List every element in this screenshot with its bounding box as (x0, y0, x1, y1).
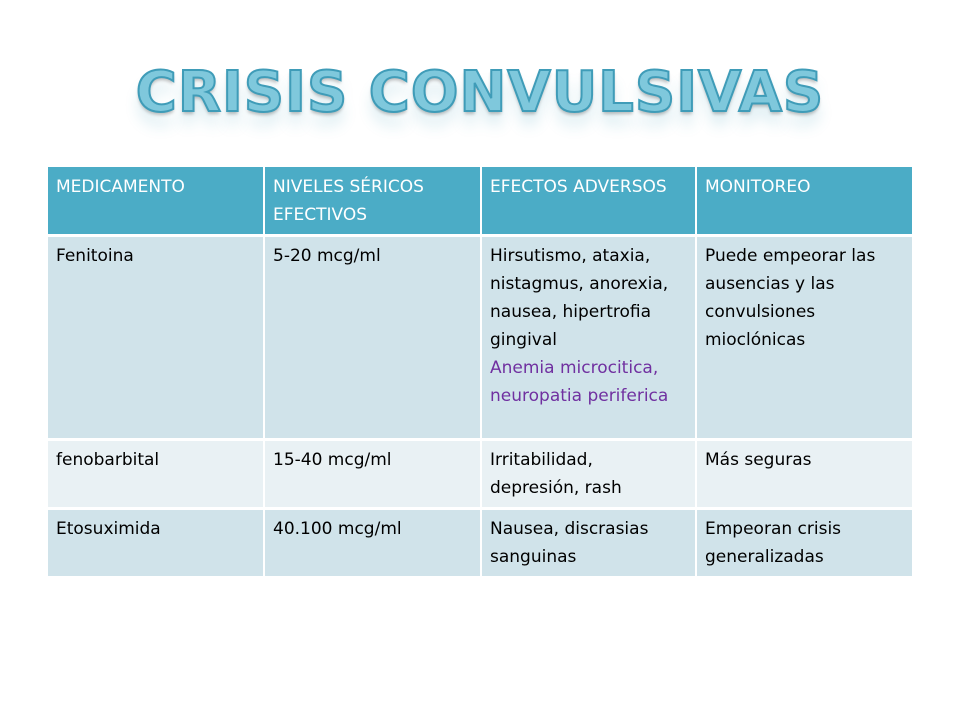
header-efectos: EFECTOS ADVERSOS (481, 167, 696, 236)
header-medicamento: MEDICAMENTO (48, 167, 264, 236)
cell-efectos: Nausea, discrasias sanguinas (481, 509, 696, 578)
cell-niveles: 40.100 mcg/ml (264, 509, 481, 578)
cell-niveles: 5-20 mcg/ml (264, 236, 481, 440)
table-row (48, 440, 912, 509)
table-row (48, 509, 912, 578)
cell-monitoreo: Empeoran crisis generalizadas (696, 509, 912, 578)
medication-table (48, 167, 912, 579)
cell-efectos: Irritabilidad, depresión, rash (481, 440, 696, 509)
cell-medicamento: Etosuximida (48, 509, 264, 578)
cell-medicamento: Fenitoina (48, 236, 264, 440)
cell-monitoreo: Más seguras (696, 440, 912, 509)
table-row (48, 236, 912, 440)
cell-medicamento: fenobarbital (48, 440, 264, 509)
table-header-row (48, 167, 912, 236)
header-niveles: NIVELES SÉRICOS EFECTIVOS (264, 167, 481, 236)
slide-title: CRISIS CONVULSIVAS (135, 60, 825, 125)
efectos-text: Hirsutismo, ataxia, nistagmus, anorexia, nausea, hipertrofia gingival (490, 246, 669, 350)
efectos-highlight-text: Anemia microcitica, neuropatia periferica (490, 358, 669, 406)
header-monitoreo: MONITOREO (696, 167, 912, 236)
cell-monitoreo: Puede empeorar las ausencias y las convulsiones mioclónicas (696, 236, 912, 440)
cell-niveles: 15-40 mcg/ml (264, 440, 481, 509)
cell-efectos (481, 236, 696, 440)
